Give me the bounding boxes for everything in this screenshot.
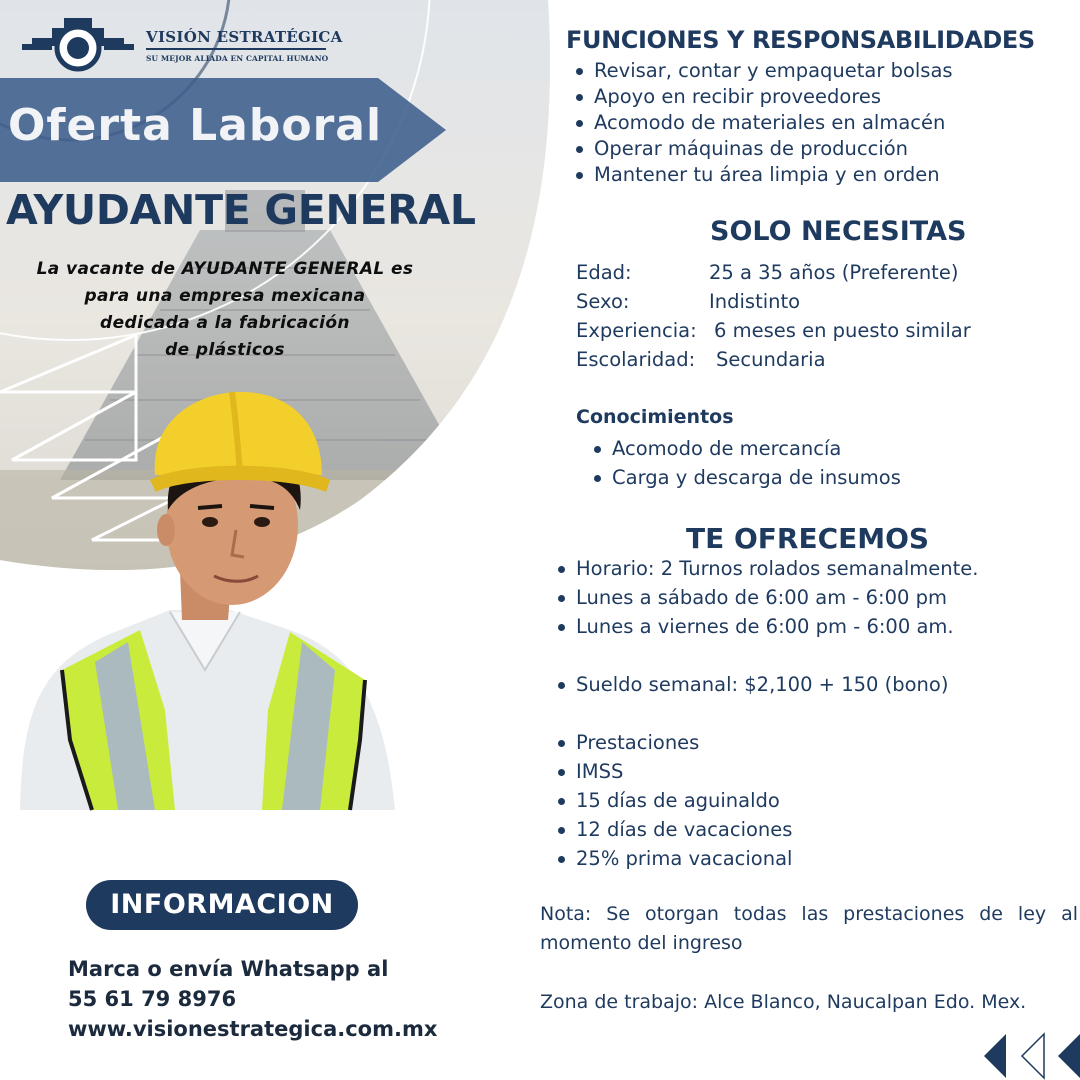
worker-photo [0,380,420,820]
nav-arrows [980,1030,1080,1080]
logo-emblem-icon [18,4,138,84]
requisito-value: Indistinto [709,290,801,313]
list-item: Operar máquinas de producción [572,136,953,162]
requisito-label: Sexo: [576,290,630,313]
list-item: 15 días de aguinaldo [554,786,792,815]
list-item: Acomodo de mercancía [590,434,901,463]
funciones-list [572,58,953,188]
list-item: Horario: 2 Turnos rolados semanalmente. [554,554,979,583]
chevron-left-outline-icon[interactable] [1022,1034,1044,1078]
contact-website[interactable]: www.visionestrategica.com.mx [68,1017,438,1041]
brand-name: VISIÓN ESTRATÉGICA [146,28,343,46]
company-logo [18,4,343,84]
chevron-left-icon[interactable] [984,1034,1006,1078]
brand-divider [146,48,326,50]
requisito-label: Escolaridad: [576,348,696,371]
benefits-list [554,728,792,873]
list-item: Lunes a viernes de 6:00 pm - 6:00 am. [554,612,979,641]
conocimientos-list [590,434,901,492]
salary-list [554,670,948,699]
banner-label: Oferta Laboral [8,100,383,151]
requisito-row [576,316,1016,345]
list-item: Lunes a sábado de 6:00 am - 6:00 pm [554,583,979,612]
requisito-value: 6 meses en puesto similar [714,319,971,342]
list-item: Apoyo en recibir proveedores [572,84,953,110]
contact-phone[interactable]: 55 61 79 8976 [68,987,237,1011]
intro-line: La vacante de AYUDANTE GENERAL es [36,259,414,279]
schedule-list [554,554,979,641]
contact-instruction: Marca o envía Whatsapp al [68,957,389,981]
nota-text: Nota: Se otorgan todas las prestaciones de ley al momento del ingreso [540,903,1078,954]
brand-tagline: SU MEJOR ALIADA EN CAPITAL HUMANO [146,54,329,63]
list-item: 12 días de vacaciones [554,815,792,844]
requisitos-table [576,258,1016,374]
contact-block [68,954,488,1044]
list-item: IMSS [554,757,792,786]
list-item: Mantener tu área limpia y en orden [572,162,953,188]
intro-line: para una empresa mexicana [84,286,366,306]
list-item: Prestaciones [554,728,792,757]
chevron-left-icon[interactable] [1058,1034,1080,1078]
requisito-row [576,258,1016,287]
requisito-row [576,287,1016,316]
list-item: Acomodo de materiales en almacén [572,110,953,136]
info-label-pill: INFORMACION [86,880,358,930]
list-item: Revisar, contar y empaquetar bolsas [572,58,953,84]
requisitos-title: SOLO NECESITAS [710,216,967,247]
list-item: 25% prima vacacional [554,844,792,873]
intro-line: dedicada a la fabricación [100,313,350,333]
intro-line: de plásticos [165,340,285,360]
offer-banner [0,78,450,182]
requisito-label: Experiencia: [576,319,697,342]
requisito-row [576,345,1016,374]
requisito-value: 25 a 35 años (Preferente) [709,261,959,284]
requisito-value: Secundaria [716,348,826,371]
ofrecemos-title: TE OFRECEMOS [686,522,930,555]
salary-item: Sueldo semanal: $2,100 + 150 (bono) [554,670,948,699]
intro-text [0,256,450,364]
funciones-title: FUNCIONES Y RESPONSABILIDADES [566,26,1035,54]
job-title: AYUDANTE GENERAL [6,186,476,234]
zona-text: Zona de trabajo: Alce Blanco, Naucalpan Edo. Mex. [540,991,1027,1013]
list-item: Carga y descarga de insumos [590,463,901,492]
requisito-label: Edad: [576,261,632,284]
conocimientos-title: Conocimientos [576,406,734,428]
